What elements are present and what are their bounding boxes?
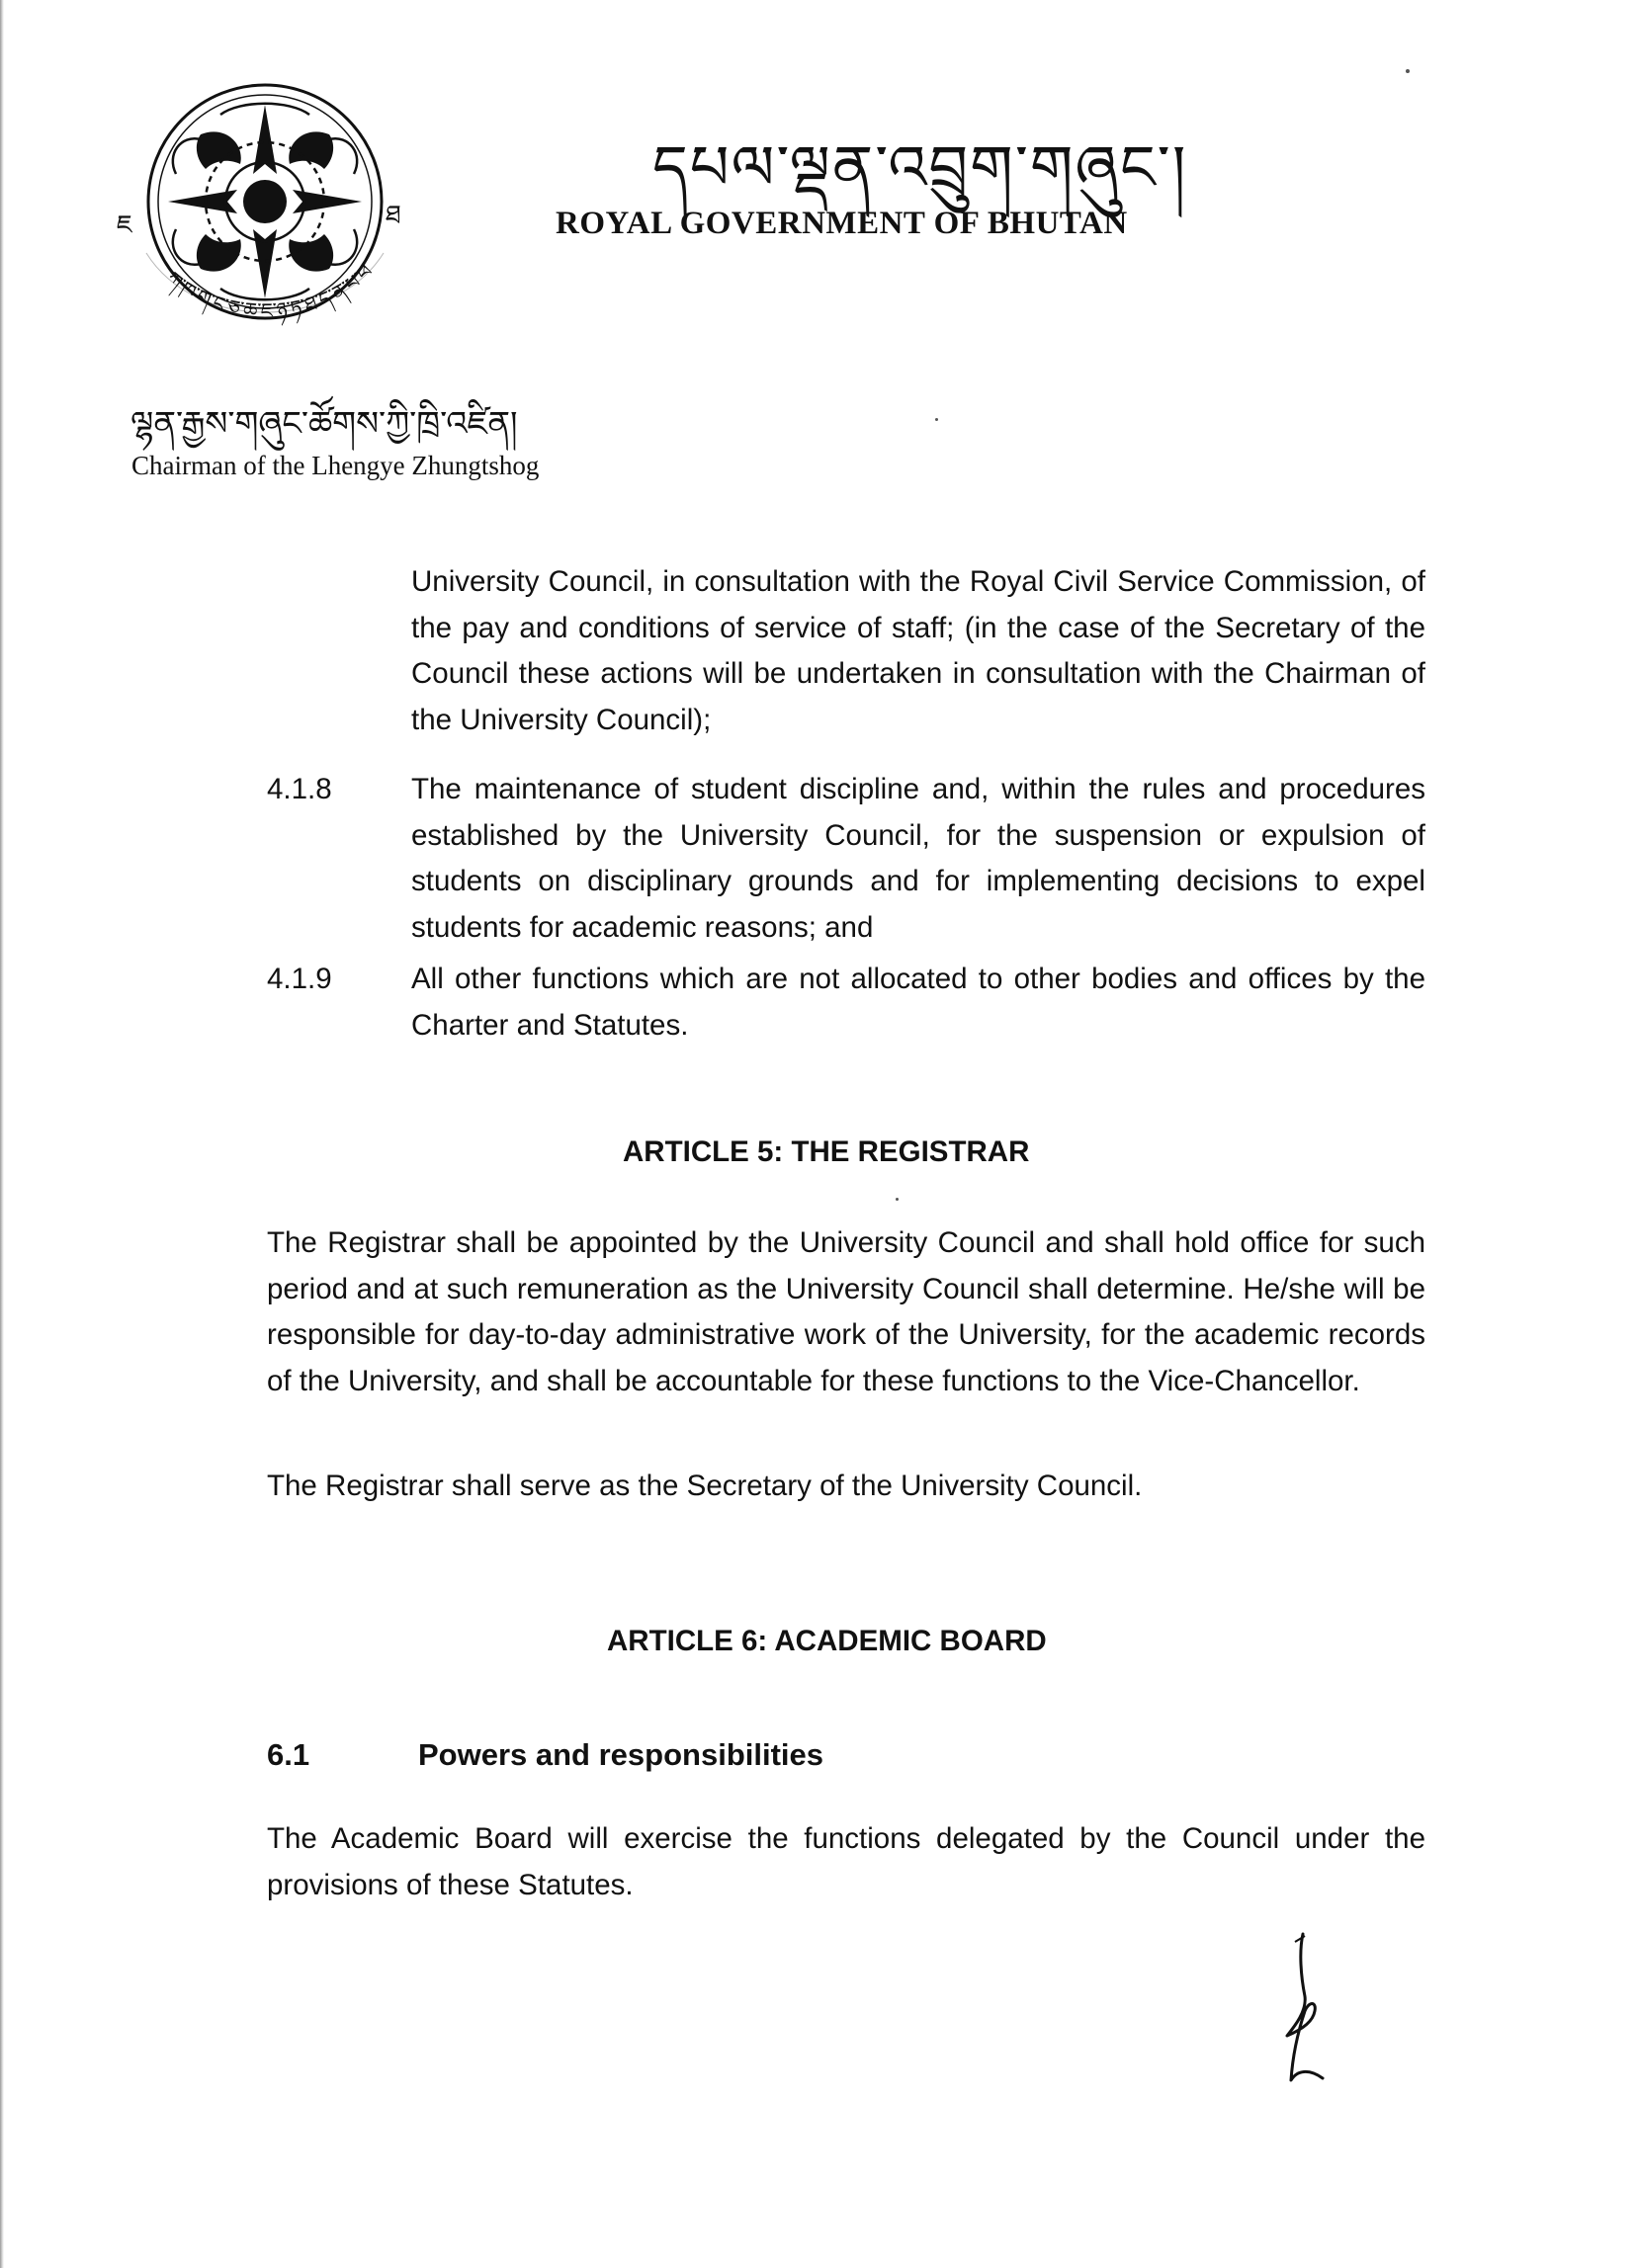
dzongkha-title: དཔལ་ལྡན་འབྲུག་གཞུང་།: [652, 131, 1188, 204]
item-text: The maintenance of student discipline and, within the rules and procedures established by the University Council, for the suspension or expulsion of students on disciplinary grounds and for implementing decisions to expel students for academic reasons; and: [411, 773, 1425, 944]
signature-icon: [1265, 1932, 1344, 2085]
item-text: All other functions which are not allocated to other bodies and offices by the Charter and Statutes.: [411, 963, 1425, 1042]
government-title: ROYAL GOVERNMENT OF BHUTAN: [556, 206, 1128, 241]
svg-text:ཀ་ཁ་ག་ང་ཅ་ཆ་ཇ་ཉ་ཏ་ཐ་ད་ན་པ་ཕ: ཀ་ཁ་ག་ང་ཅ་ཆ་ཇ་ཉ་ཏ་ཐ་ད་ན་པ་ཕ: [161, 259, 378, 323]
scan-edge: [0, 0, 4, 2268]
article-5-heading: ARTICLE 5: THE REGISTRAR: [623, 1135, 1030, 1168]
svg-text:ཐ: ཐ: [386, 201, 401, 230]
section-number: 6.1: [267, 1737, 310, 1772]
royal-emblem-icon: [107, 65, 418, 352]
item-number: 4.1.8: [267, 773, 332, 805]
article-6-heading: ARTICLE 6: ACADEMIC BOARD: [607, 1625, 1047, 1657]
section-title: Powers and responsibilities: [418, 1737, 824, 1772]
scan-speck: [935, 418, 938, 421]
scan-speck: [1406, 69, 1410, 73]
item-number: 4.1.9: [267, 963, 332, 995]
chairman-title: Chairman of the Lhengye Zhungtshog: [131, 451, 540, 480]
chairman-dzongkha: ལྷན་རྒྱས་གཞུང་ཚོགས་ཀྱི་ཁྲི་འཛིན།: [130, 404, 518, 444]
continuation-paragraph: University Council, in consultation with the Royal Civil Service Commission, of the pay and conditions of service of staff; (in the case of the Secretary of the Council these actions will be undertaken in consultation with the Chairman of the University Council);: [411, 565, 1425, 736]
registrar-secretary-paragraph: The Registrar shall serve as the Secretary of the University Council.: [267, 1470, 1143, 1502]
svg-text:ཇ: ཇ: [117, 210, 132, 240]
registrar-paragraph: The Registrar shall be appointed by the University Council and shall hold office for such period and at such remuneration as the University Council shall determine. He/she will be responsible for day-to-day administrative work of the University, for the academic records of the University, and shall be accountable for these functions to the Vice-Chancellor.: [267, 1226, 1425, 1397]
academic-board-paragraph: The Academic Board will exercise the functions delegated by the Council under the provisions of these Statutes.: [267, 1822, 1425, 1901]
scan-speck: [896, 1198, 899, 1201]
